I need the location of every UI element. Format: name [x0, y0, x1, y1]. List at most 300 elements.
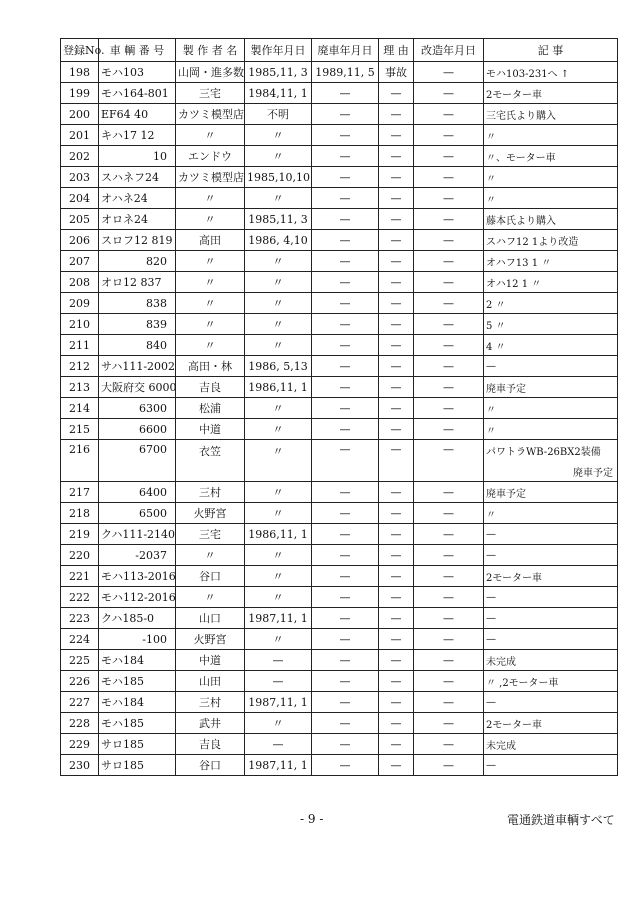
cell-car-number — [99, 692, 176, 713]
cell-maker — [176, 440, 245, 482]
cell-modified-date-text: — — [443, 401, 454, 415]
cell-no — [61, 293, 99, 314]
cell-no-text: 200 — [69, 107, 90, 121]
cell-reason-text: — — [390, 359, 402, 373]
cell-abolished-date — [312, 251, 379, 272]
cell-maker — [176, 713, 245, 734]
cell-no-text: 221 — [69, 569, 90, 583]
cell-reason — [379, 272, 414, 293]
cell-maker-text: 〃 — [204, 129, 216, 142]
cell-made-date-text: 1986,11, 1 — [248, 380, 308, 394]
cell-modified-date — [414, 503, 484, 524]
cell-abolished-date-text: — — [339, 590, 351, 604]
cell-abolished-date-text: — — [339, 506, 351, 520]
cell-no-text: 226 — [69, 674, 90, 688]
cell-car-number-text: 820 — [146, 254, 167, 268]
table-row — [61, 104, 618, 125]
table-row — [61, 356, 618, 377]
cell-no — [61, 650, 99, 671]
cell-maker — [176, 377, 245, 398]
table-row — [61, 419, 618, 440]
cell-notes — [484, 188, 618, 209]
cell-no — [61, 671, 99, 692]
cell-notes-text: オハ12 1 〃 — [486, 278, 542, 290]
cell-maker — [176, 83, 245, 104]
cell-modified-date — [414, 692, 484, 713]
table-row — [61, 755, 618, 776]
cell-made-date — [245, 146, 312, 167]
cell-made-date — [245, 230, 312, 251]
cell-no — [61, 230, 99, 251]
cell-abolished-date-text: — — [339, 611, 351, 625]
cell-made-date-text: 〃 — [272, 423, 284, 436]
cell-modified-date-text: — — [443, 716, 454, 730]
cell-car-number — [99, 188, 176, 209]
cell-notes-text: 5 〃 — [486, 320, 506, 332]
cell-car-number — [99, 629, 176, 650]
cell-car-number-text: モハ185 — [101, 717, 144, 730]
cell-modified-date — [414, 671, 484, 692]
cell-car-number-text: オロ12 837 — [101, 276, 162, 289]
cell-made-date — [245, 209, 312, 230]
cell-maker — [176, 587, 245, 608]
cell-notes — [484, 377, 618, 398]
cell-notes — [484, 734, 618, 755]
cell-made-date — [245, 587, 312, 608]
cell-abolished-date-text: — — [339, 716, 351, 730]
cell-modified-date — [414, 104, 484, 125]
cell-modified-date — [414, 419, 484, 440]
cell-modified-date-text: — — [443, 485, 454, 499]
cell-car-number-text: モハ103 — [101, 66, 144, 79]
cell-car-number — [99, 272, 176, 293]
header-made-date: 製作年月日 — [245, 39, 312, 62]
cell-reason-text: — — [390, 737, 402, 751]
cell-abolished-date — [312, 83, 379, 104]
cell-abolished-date-text: — — [339, 674, 351, 688]
cell-reason-text: — — [390, 506, 402, 520]
cell-no — [61, 566, 99, 587]
cell-no-text: 207 — [69, 254, 90, 268]
cell-maker-text: 〃 — [204, 192, 216, 205]
cell-car-number-text: モハ113-2016 — [101, 570, 176, 583]
cell-modified-date-text: — — [443, 191, 454, 205]
cell-made-date-text: 〃 — [272, 570, 284, 583]
cell-notes-text: — — [486, 360, 496, 372]
cell-no — [61, 503, 99, 524]
cell-car-number-text: 大阪府交 6000 — [101, 381, 177, 394]
cell-abolished-date-text: — — [339, 548, 351, 562]
cell-made-date-text: 1986, 4,10 — [248, 233, 308, 247]
cell-notes-text: 〃、モーター車 — [486, 152, 556, 164]
cell-abolished-date-text: — — [339, 212, 351, 226]
cell-modified-date-text: — — [443, 338, 454, 352]
cell-no — [61, 146, 99, 167]
cell-car-number — [99, 251, 176, 272]
cell-car-number — [99, 440, 176, 482]
cell-no — [61, 251, 99, 272]
cell-notes — [484, 608, 618, 629]
cell-made-date-text: 〃 — [272, 717, 284, 730]
cell-reason-text: — — [390, 485, 402, 499]
cell-notes-text: — — [486, 696, 496, 708]
cell-made-date-text: 1985,11, 3 — [248, 65, 308, 79]
cell-modified-date-text: — — [443, 107, 454, 121]
cell-reason-text: — — [390, 296, 402, 310]
cell-reason — [379, 314, 414, 335]
cell-no — [61, 356, 99, 377]
cell-maker — [176, 293, 245, 314]
cell-no-text: 202 — [69, 149, 90, 163]
cell-maker-text: 高田・林 — [188, 360, 232, 373]
cell-notes — [484, 125, 618, 146]
cell-no — [61, 314, 99, 335]
cell-notes — [484, 671, 618, 692]
cell-car-number — [99, 377, 176, 398]
cell-made-date — [245, 188, 312, 209]
cell-car-number — [99, 335, 176, 356]
cell-made-date — [245, 167, 312, 188]
cell-made-date — [245, 377, 312, 398]
cell-made-date — [245, 83, 312, 104]
cell-abolished-date-text: — — [339, 317, 351, 331]
cell-made-date — [245, 629, 312, 650]
cell-car-number-text: -100 — [142, 632, 167, 646]
cell-modified-date-text: — — [443, 212, 454, 226]
cell-maker — [176, 251, 245, 272]
cell-modified-date — [414, 83, 484, 104]
cell-made-date — [245, 125, 312, 146]
cell-reason — [379, 125, 414, 146]
cell-notes — [484, 545, 618, 566]
cell-abolished-date — [312, 209, 379, 230]
cell-made-date — [245, 608, 312, 629]
cell-maker — [176, 755, 245, 776]
table-row — [61, 167, 618, 188]
cell-car-number — [99, 608, 176, 629]
cell-made-date — [245, 314, 312, 335]
cell-abolished-date-text: — — [339, 338, 351, 352]
cell-no — [61, 83, 99, 104]
cell-made-date — [245, 650, 312, 671]
cell-maker — [176, 398, 245, 419]
cell-notes — [484, 398, 618, 419]
cell-notes — [484, 566, 618, 587]
cell-reason — [379, 104, 414, 125]
cell-car-number-text: EF64 40 — [101, 107, 149, 121]
cell-modified-date — [414, 650, 484, 671]
cell-no-text: 222 — [69, 590, 90, 604]
cell-maker-text: 火野宮 — [193, 633, 227, 646]
cell-reason — [379, 671, 414, 692]
cell-abolished-date-text: — — [339, 653, 351, 667]
cell-no — [61, 692, 99, 713]
cell-abolished-date — [312, 377, 379, 398]
header-maker: 製 作 者 名 — [176, 39, 245, 62]
cell-modified-date — [414, 356, 484, 377]
cell-notes-second-line: 廃車予定 — [573, 468, 613, 479]
cell-no-text: 203 — [69, 170, 90, 184]
cell-no — [61, 419, 99, 440]
cell-reason — [379, 188, 414, 209]
cell-abolished-date — [312, 629, 379, 650]
cell-modified-date-text: — — [443, 275, 454, 289]
cell-car-number — [99, 398, 176, 419]
cell-reason-text: — — [390, 527, 402, 541]
cell-made-date-text: — — [272, 674, 284, 688]
table-row — [61, 482, 618, 503]
cell-notes-text: 〃 — [486, 404, 496, 416]
cell-reason — [379, 713, 414, 734]
cell-maker-text: 〃 — [204, 297, 216, 310]
cell-maker-text: エンドウ — [188, 150, 232, 163]
cell-modified-date — [414, 482, 484, 503]
cell-car-number-text: クハ111-2140 — [101, 528, 176, 541]
cell-modified-date — [414, 251, 484, 272]
cell-notes-text: 2モーター車 — [486, 719, 542, 731]
cell-car-number-text: サロ185 — [101, 759, 144, 772]
cell-maker-text: 〃 — [204, 255, 216, 268]
cell-made-date — [245, 503, 312, 524]
cell-modified-date — [414, 608, 484, 629]
cell-no — [61, 524, 99, 545]
cell-abolished-date — [312, 104, 379, 125]
cell-notes — [484, 482, 618, 503]
cell-maker — [176, 419, 245, 440]
table-row — [61, 62, 618, 83]
cell-notes — [484, 83, 618, 104]
header-notes: 記 事 — [484, 39, 618, 62]
cell-no-text: 205 — [69, 212, 90, 226]
cell-reason — [379, 377, 414, 398]
table-row — [61, 713, 618, 734]
cell-reason-text: — — [390, 149, 402, 163]
cell-maker — [176, 692, 245, 713]
cell-maker — [176, 545, 245, 566]
cell-modified-date — [414, 398, 484, 419]
cell-abolished-date — [312, 587, 379, 608]
cell-notes — [484, 587, 618, 608]
cell-car-number — [99, 146, 176, 167]
cell-modified-date-text: — — [443, 506, 454, 520]
cell-notes — [484, 419, 618, 440]
cell-no — [61, 398, 99, 419]
header-car-number: 車 輌 番 号 — [99, 39, 176, 62]
cell-reason — [379, 482, 414, 503]
cell-abolished-date — [312, 713, 379, 734]
cell-reason — [379, 146, 414, 167]
cell-no — [61, 440, 99, 482]
cell-car-number — [99, 356, 176, 377]
table-body — [61, 62, 618, 776]
cell-made-date-text: 1987,11, 1 — [248, 695, 308, 709]
cell-notes — [484, 104, 618, 125]
cell-maker-text: 三宅 — [199, 87, 221, 100]
cell-made-date — [245, 104, 312, 125]
cell-no — [61, 272, 99, 293]
cell-abolished-date-text: — — [339, 86, 351, 100]
cell-car-number-text: 838 — [146, 296, 167, 310]
table-header-row — [61, 39, 618, 62]
cell-notes-text: — — [486, 612, 496, 624]
cell-made-date — [245, 524, 312, 545]
header-reason: 理 由 — [379, 39, 414, 62]
cell-abolished-date-text: — — [339, 527, 351, 541]
cell-maker-text: 〃 — [204, 591, 216, 604]
table-row — [61, 440, 618, 482]
cell-reason — [379, 230, 414, 251]
table-row — [61, 272, 618, 293]
cell-abolished-date-text: 1989,11, 5 — [315, 65, 375, 79]
cell-maker-text: 谷口 — [199, 759, 221, 772]
cell-made-date-text: 〃 — [272, 318, 284, 331]
cell-modified-date-text: — — [443, 128, 454, 142]
cell-maker — [176, 146, 245, 167]
cell-no — [61, 209, 99, 230]
cell-reason-text: — — [390, 380, 402, 394]
cell-abolished-date — [312, 566, 379, 587]
cell-made-date-text: 〃 — [272, 486, 284, 499]
cell-abolished-date-text: — — [339, 758, 351, 772]
cell-modified-date-text: — — [443, 317, 454, 331]
cell-notes — [484, 503, 618, 524]
cell-car-number — [99, 482, 176, 503]
cell-reason-text: — — [390, 317, 402, 331]
cell-no — [61, 545, 99, 566]
cell-car-number-text: 6600 — [139, 422, 167, 436]
cell-no-text: 199 — [69, 86, 90, 100]
cell-no-text: 217 — [69, 485, 90, 499]
cell-reason — [379, 356, 414, 377]
cell-modified-date-text: — — [443, 695, 454, 709]
cell-notes — [484, 713, 618, 734]
cell-car-number — [99, 713, 176, 734]
cell-no-text: 215 — [69, 422, 90, 436]
cell-modified-date — [414, 629, 484, 650]
cell-notes — [484, 692, 618, 713]
table-row — [61, 503, 618, 524]
cell-modified-date-text: — — [443, 65, 454, 79]
cell-notes — [484, 62, 618, 83]
cell-maker — [176, 734, 245, 755]
cell-no-text: 224 — [69, 632, 90, 646]
header-modified-date: 改造年月日 — [414, 39, 484, 62]
cell-abolished-date-text: — — [339, 422, 351, 436]
cell-maker-text: 三村 — [199, 486, 221, 499]
cell-reason — [379, 545, 414, 566]
cell-reason — [379, 62, 414, 83]
cell-modified-date-text: — — [443, 254, 454, 268]
cell-notes-text: 4 〃 — [486, 341, 506, 353]
cell-notes-text: スハフ12 1より改造 — [486, 236, 579, 248]
cell-car-number — [99, 524, 176, 545]
cell-made-date-text: 〃 — [272, 150, 284, 163]
cell-notes-text: モハ103-231へ ↑ — [486, 68, 570, 80]
cell-made-date — [245, 713, 312, 734]
cell-notes-text: — — [486, 591, 496, 603]
cell-made-date-text: 〃 — [272, 255, 284, 268]
cell-car-number-text: 6400 — [139, 485, 167, 499]
cell-abolished-date-text: — — [339, 737, 351, 751]
cell-modified-date-text: — — [443, 233, 454, 247]
cell-made-date-text: 1985,10,10 — [247, 170, 310, 184]
cell-abolished-date — [312, 167, 379, 188]
cell-car-number-text: モハ112-2016 — [101, 591, 176, 604]
cell-car-number — [99, 293, 176, 314]
cell-modified-date — [414, 209, 484, 230]
cell-modified-date — [414, 146, 484, 167]
table-row — [61, 314, 618, 335]
cell-car-number-text: 840 — [146, 338, 167, 352]
cell-car-number — [99, 587, 176, 608]
cell-made-date-text: 〃 — [272, 339, 284, 352]
cell-notes — [484, 251, 618, 272]
cell-no-text: 220 — [69, 548, 90, 562]
cell-no — [61, 587, 99, 608]
cell-maker-text: 武井 — [199, 717, 221, 730]
cell-abolished-date — [312, 671, 379, 692]
table-row — [61, 188, 618, 209]
cell-modified-date — [414, 755, 484, 776]
cell-car-number-text: キハ17 12 — [101, 129, 155, 142]
cell-made-date — [245, 419, 312, 440]
cell-modified-date — [414, 188, 484, 209]
cell-maker-text: 〃 — [204, 213, 216, 226]
table-row — [61, 671, 618, 692]
cell-abolished-date-text: — — [339, 296, 351, 310]
cell-no-text: 213 — [69, 380, 90, 394]
cell-car-number-text: 839 — [146, 317, 167, 331]
cell-abolished-date — [312, 188, 379, 209]
cell-reason-text: — — [390, 548, 402, 562]
cell-modified-date-text: — — [443, 548, 454, 562]
cell-made-date — [245, 734, 312, 755]
cell-car-number-text: モハ184 — [101, 696, 144, 709]
cell-car-number — [99, 650, 176, 671]
cell-reason — [379, 587, 414, 608]
cell-modified-date — [414, 314, 484, 335]
cell-made-date-text: 1987,11, 1 — [248, 611, 308, 625]
cell-modified-date-text: — — [443, 380, 454, 394]
cell-modified-date — [414, 377, 484, 398]
cell-maker-text: 谷口 — [199, 570, 221, 583]
cell-maker — [176, 104, 245, 125]
cell-reason — [379, 167, 414, 188]
cell-notes — [484, 293, 618, 314]
cell-reason — [379, 755, 414, 776]
cell-abolished-date-text: — — [339, 569, 351, 583]
vehicle-register-table — [60, 38, 618, 776]
cell-no — [61, 188, 99, 209]
cell-no-text: 223 — [69, 611, 90, 625]
cell-no — [61, 734, 99, 755]
cell-maker-text: 山口 — [199, 612, 221, 625]
cell-maker — [176, 62, 245, 83]
cell-made-date — [245, 755, 312, 776]
cell-maker-text: 山田 — [199, 675, 221, 688]
cell-modified-date-text: — — [443, 674, 454, 688]
cell-modified-date-text: — — [443, 527, 454, 541]
cell-no-text: 208 — [69, 275, 90, 289]
header-abolished-date: 廃車年月日 — [312, 39, 379, 62]
cell-maker-text: 〃 — [204, 549, 216, 562]
cell-notes-text: — — [486, 528, 496, 540]
cell-made-date — [245, 62, 312, 83]
cell-made-date-text: 〃 — [272, 276, 284, 289]
cell-modified-date — [414, 125, 484, 146]
cell-made-date — [245, 356, 312, 377]
table-row — [61, 146, 618, 167]
